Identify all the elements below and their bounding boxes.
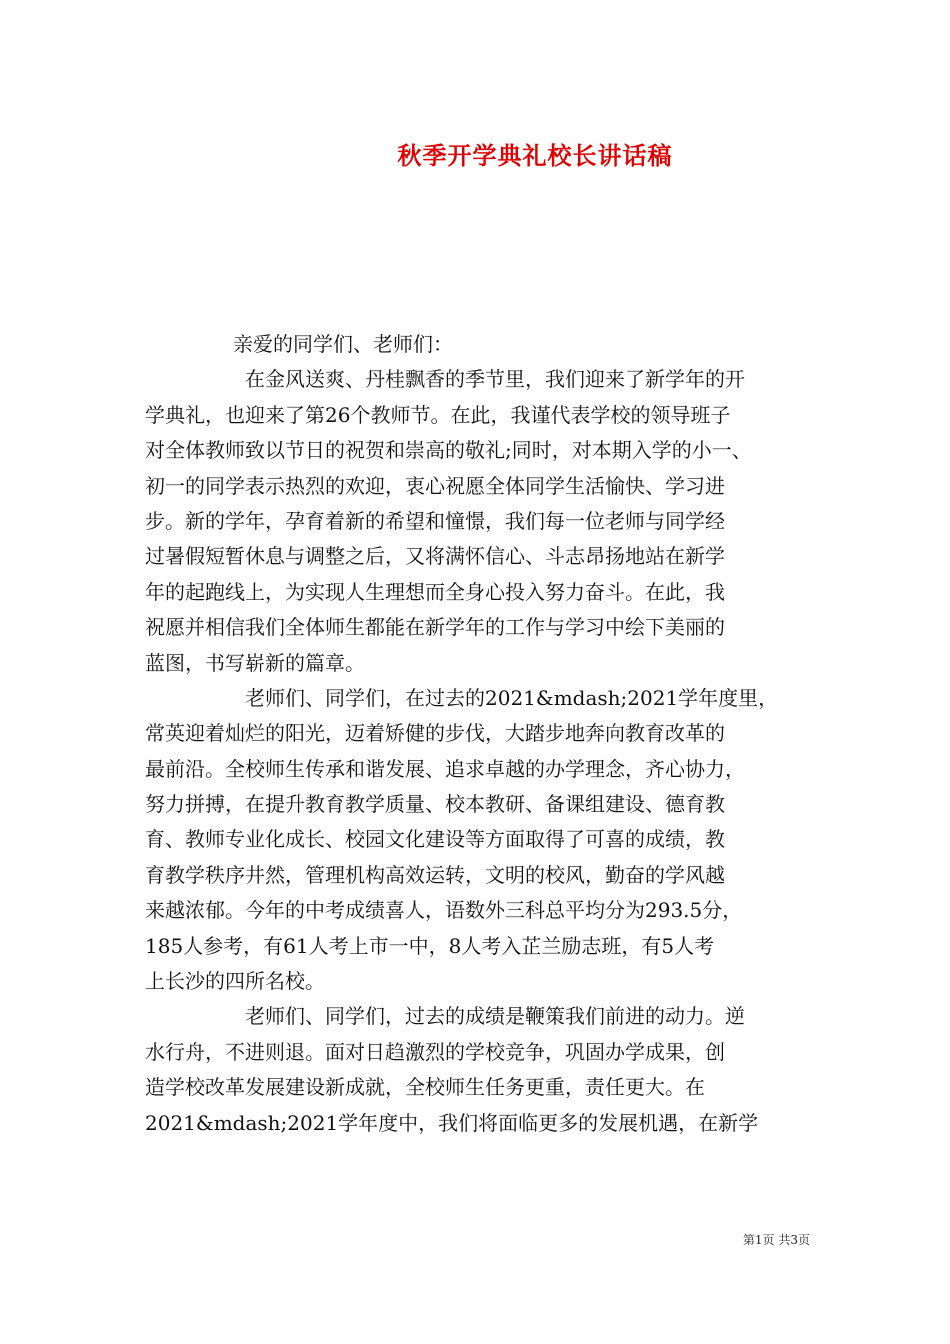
paragraph-line: 育、教师专业化成长、校园文化建设等方面取得了可喜的成绩，教: [145, 827, 725, 852]
paragraph-line: 过暑假短暂休息与调整之后，又将满怀信心、斗志昂扬地站在新学: [145, 544, 725, 569]
paragraph-line: 育教学秩序井然，管理机构高效运转，文明的校风，勤奋的学风越: [145, 862, 725, 887]
paragraph-line: 185人参考，有61人考上市一中，8人考入芷兰励志班，有5人考: [145, 933, 715, 958]
paragraph-line: 水行舟，不进则退。面对日趋激烈的学校竞争，巩固办学成果，创: [145, 1039, 725, 1064]
paragraph-line: 老师们、同学们，过去的成绩是鞭策我们前进的动力。逆: [245, 1004, 745, 1029]
salutation: 亲爱的同学们、老师们：: [233, 332, 453, 356]
paragraph-line: 造学校改革发展建设新成就，全校师生任务更重，责任更大。在: [145, 1075, 705, 1100]
paragraph-line: 步。新的学年，孕育着新的希望和憧憬，我们每一位老师与同学经: [145, 508, 725, 533]
paragraph-line: 上长沙的四所名校。: [145, 969, 325, 994]
paragraph-line: 祝愿并相信我们全体师生都能在新学年的工作与学习中绘下美丽的: [145, 615, 725, 640]
paragraph-line: 初一的同学表示热烈的欢迎，衷心祝愿全体同学生活愉快、学习进: [145, 473, 725, 498]
paragraph-line: 老师们、同学们，在过去的2021&mdash;2021学年度里，: [245, 685, 779, 710]
paragraph-line: 蓝图，书写崭新的篇章。: [145, 650, 365, 675]
paragraph-1: [145, 362, 835, 681]
paragraph-line: 对全体教师致以节日的祝贺和崇高的敬礼;同时，对本期入学的小一、: [145, 438, 752, 463]
page-number-footer: 第1页 共3页: [742, 1233, 810, 1247]
paragraph-line: 2021&mdash;2021学年度中，我们将面临更多的发展机遇，在新学: [145, 1110, 759, 1135]
paragraph-line: 常英迎着灿烂的阳光，迈着矫健的步伐，大踏步地奔向教育改革的: [145, 721, 725, 746]
paragraph-line: 努力拼搏，在提升教育教学质量、校本教研、备课组建设、德育教: [145, 792, 725, 817]
paragraph-line: 来越浓郁。今年的中考成绩喜人，语数外三科总平均分为293.5分，: [145, 898, 743, 923]
paragraph-line: 在金风送爽、丹桂飘香的季节里，我们迎来了新学年的开: [245, 367, 745, 392]
paragraph-3: [145, 999, 835, 1141]
paragraph-line: 年的起跑线上，为实现人生理想而全身心投入努力奋斗。在此，我: [145, 579, 725, 604]
paragraph-line: 最前沿。全校师生传承和谐发展、追求卓越的办学理念，齐心协力，: [145, 756, 745, 781]
paragraph-2: [145, 681, 835, 1000]
document-body: [145, 327, 835, 1141]
document-title: 秋季开学典礼校长讲话稿: [397, 141, 673, 170]
paragraph-line: 学典礼，也迎来了第26个教师节。在此，我谨代表学校的领导班子: [145, 402, 731, 427]
